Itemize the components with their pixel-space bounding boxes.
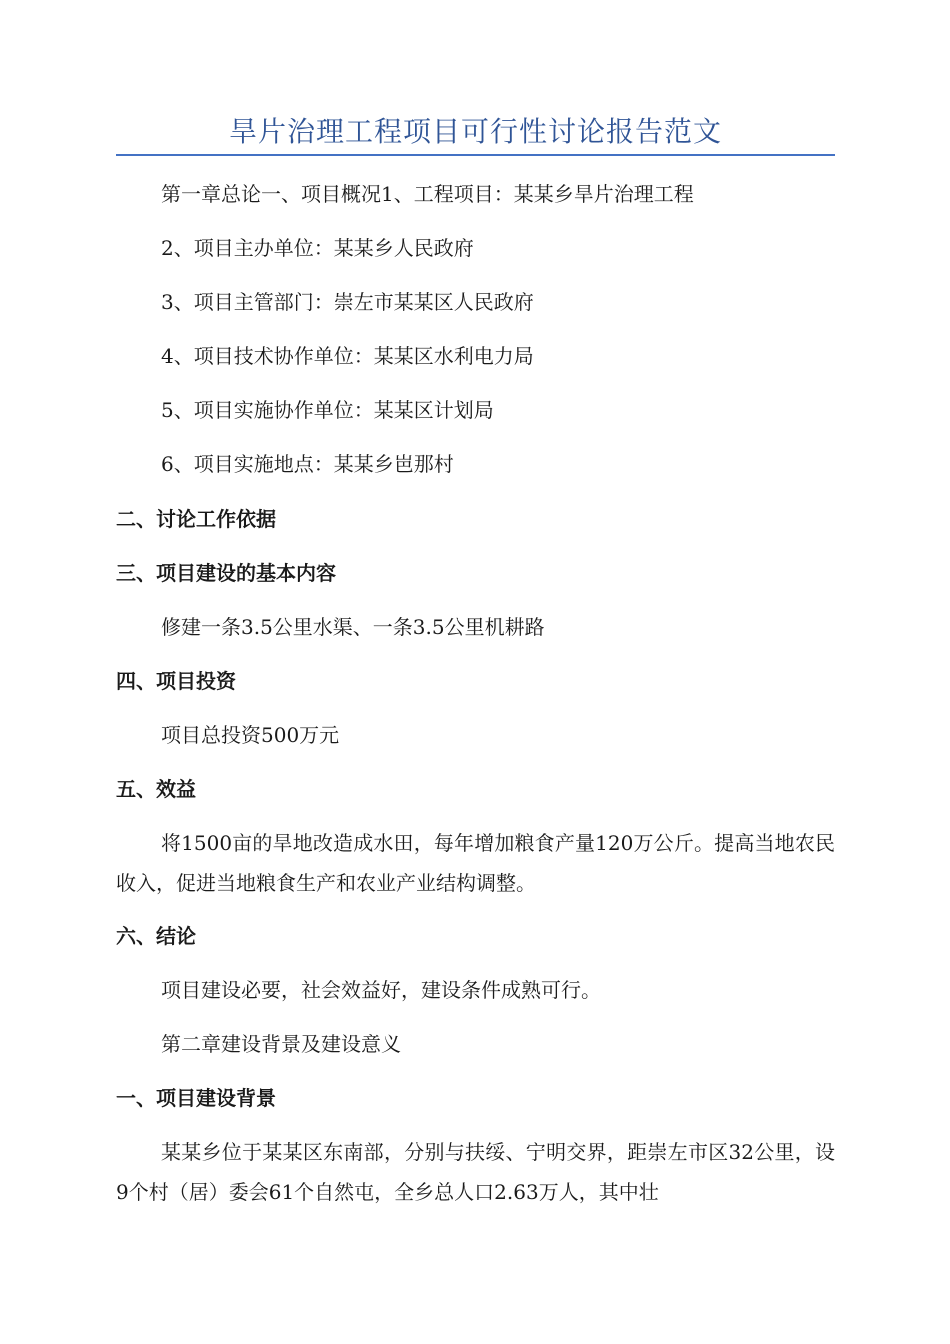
- heading-basis: 二、讨论工作依据: [116, 507, 276, 531]
- paragraph-tech-partner: 4、项目技术协作单位：某某区水利电力局: [161, 344, 534, 368]
- heading-background: 一、项目建设背景: [116, 1086, 276, 1110]
- paragraph-conclusion: 项目建设必要，社会效益好，建设条件成熟可行。: [161, 978, 601, 1002]
- paragraph-benefit: 将1500亩的旱地改造成水田，每年增加粮食产量120万公斤。提高当地农民收入，促进当地粮食生产和农业产业结构调整。: [116, 831, 835, 895]
- paragraph-overview: 第一章总论一、项目概况1、工程项目：某某乡旱片治理工程: [161, 182, 694, 206]
- paragraph-impl-partner: 5、项目实施协作单位：某某区计划局: [161, 398, 494, 422]
- heading-conclusion: 六、结论: [116, 924, 196, 948]
- paragraph-content: 修建一条3.5公里水渠、一条3.5公里机耕路: [161, 615, 545, 639]
- title-underline: [116, 154, 835, 156]
- document-title: 旱片治理工程项目可行性讨论报告范文: [228, 115, 722, 148]
- heading-investment: 四、项目投资: [116, 669, 236, 693]
- heading-benefit: 五、效益: [116, 777, 196, 801]
- paragraph-background: 某某乡位于某某区东南部，分别与扶绥、宁明交界，距崇左市区32公里，设9个村（居）委会61个自然屯，全乡总人口2.63万人，其中壮: [116, 1140, 835, 1204]
- heading-content: 三、项目建设的基本内容: [116, 561, 336, 585]
- paragraph-investment: 项目总投资500万元: [161, 723, 340, 747]
- paragraph-chapter-two: 第二章建设背景及建设意义: [161, 1032, 401, 1056]
- paragraph-sponsor: 2、项目主办单位：某某乡人民政府: [161, 236, 474, 260]
- paragraph-authority: 3、项目主管部门：崇左市某某区人民政府: [161, 290, 534, 314]
- paragraph-location: 6、项目实施地点：某某乡岜那村: [161, 452, 454, 476]
